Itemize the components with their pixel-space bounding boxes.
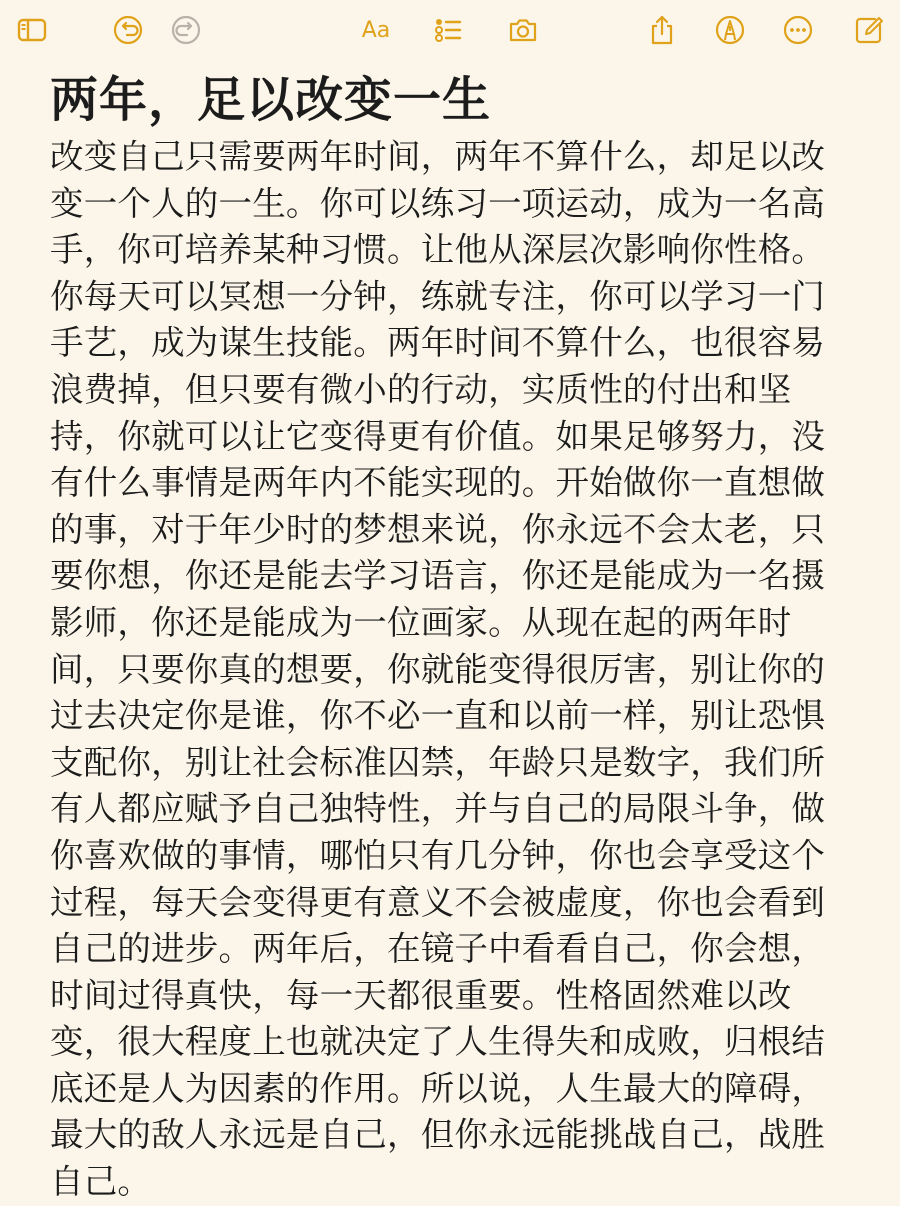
text-format-icon: Aa — [361, 17, 391, 43]
sidebar-button[interactable] — [14, 12, 50, 48]
note-body-text[interactable]: 改变自己只需要两年时间，两年不算什么，却足以改变一个人的一生。你可以练习一项运动，成为一名高手，你可培养某种习惯。让他从深层次影响你性格。你每天可以冥想一分钟，练就专注，你可以学习一门手艺，成为谋生技能。两年时间不算什么，也很容易浪费掉，但只要有微小的行动，实质性的付出和坚持，你就可以让它变得更有价值。如果足够努力，没有什么事情是两年内不能实现的。开始做你一直想做的事，对于年少时的梦想来说，你永远不会太老，只要你想，你还是能去学习语言，你还是能成为一名摄影师，你还是能成为一位画家。从现在起的两年时间，只要你真的想要，你就能变得很厉害，别让你的过去决定你是谁，你不必一直和以前一样，别让恐惧支配你，别让社会标准囚禁，年龄只是数字，我们所有人都应赋予自己独特性，并与自己的局限斗争，做你喜欢做的事情，哪怕只有几分钟，你也会享受这个过程，每天会变得更有意义不会被虚度，你也会看到自己的进步。两年后，在镜子中看看自己，你会想，时间过得真快，每一天都很重要。性格固然难以改变，很大程度上也就决定了人生得失和成败，归根结底还是人为因素的作用。所以说，人生最大的障碍，最大的敌人永远是自己，但你永远能挑战自己，战胜自己。 — [50, 137, 826, 1202]
markup-pen-icon — [714, 14, 746, 46]
camera-button[interactable] — [505, 12, 541, 48]
note-toolbar — [0, 0, 900, 58]
new-note-button[interactable] — [851, 12, 887, 48]
note-title[interactable]: 两年，足以改变一生 — [50, 72, 492, 128]
share-button[interactable] — [644, 12, 680, 48]
undo-icon — [112, 14, 144, 46]
camera-icon — [507, 14, 539, 46]
checklist-icon — [432, 14, 464, 46]
redo-button[interactable] — [168, 12, 204, 48]
text-format-button[interactable] — [356, 12, 396, 48]
more-button[interactable] — [780, 12, 816, 48]
new-note-icon — [853, 14, 885, 46]
undo-button[interactable] — [110, 12, 146, 48]
sidebar-icon — [16, 14, 48, 46]
redo-icon — [170, 14, 202, 46]
markup-button[interactable] — [712, 12, 748, 48]
note-editor[interactable] — [50, 70, 850, 1206]
more-icon — [782, 14, 814, 46]
checklist-button[interactable] — [430, 12, 466, 48]
share-icon — [646, 14, 678, 46]
